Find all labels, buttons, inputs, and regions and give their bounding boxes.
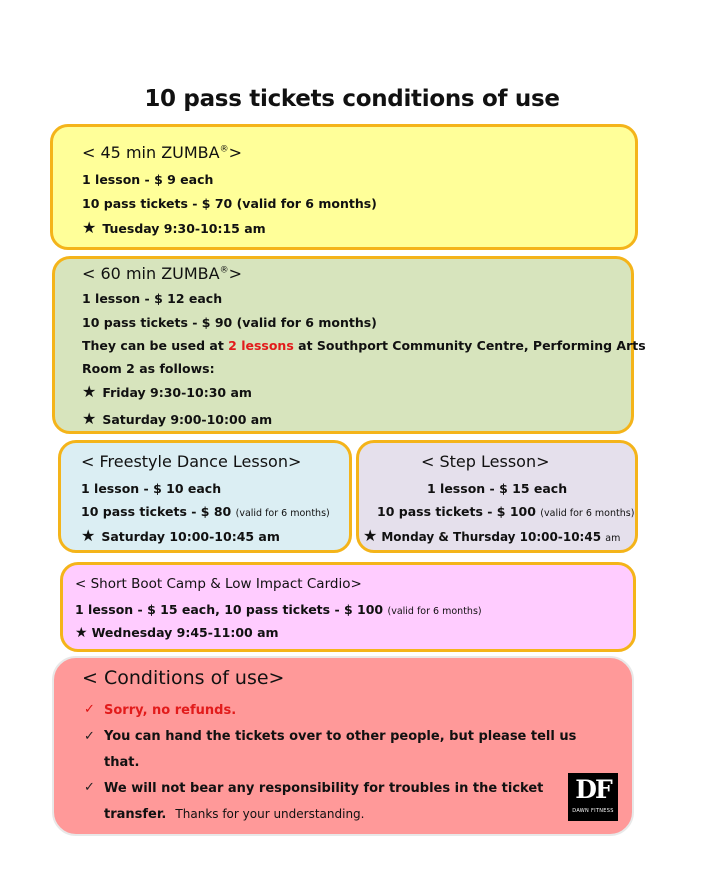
zumba-60-schedule-saturday	[82, 409, 272, 428]
freestyle-single-price: 1 lesson - $ 10 each	[81, 481, 222, 496]
step-single-price: 1 lesson - $ 15 each	[427, 481, 568, 496]
condition-no-refunds: Sorry, no refunds.	[104, 703, 237, 718]
star-icon: ★	[82, 382, 97, 401]
star-icon: ★	[363, 526, 378, 545]
checkmark-icon: ✓	[84, 702, 95, 717]
condition-responsibility-line2	[104, 807, 365, 822]
zumba-45-heading	[82, 143, 242, 162]
bootcamp-schedule-text: Wednesday 9:45-11:00 am	[91, 625, 279, 640]
star-icon: ★	[82, 218, 97, 237]
bootcamp-panel	[60, 562, 636, 652]
bootcamp-prices	[75, 602, 482, 617]
conditions-panel	[52, 656, 634, 836]
step-validity: (valid for 6 months)	[540, 508, 635, 519]
zumba-60-panel	[52, 256, 646, 434]
freestyle-pass-price-text: 10 pass tickets - $ 80	[81, 504, 232, 519]
step-schedule	[363, 526, 620, 545]
registered-mark: ®	[219, 144, 229, 155]
bootcamp-heading: < Short Boot Camp & Low Impact Cardio>	[75, 576, 362, 592]
freestyle-validity: (valid for 6 months)	[235, 508, 330, 519]
zumba-60-usage-note	[82, 338, 646, 353]
bootcamp-prices-text: 1 lesson - $ 15 each, 10 pass tickets - $ 100	[75, 602, 384, 617]
saturday-schedule-text: Saturday 9:00-10:00 am	[102, 412, 273, 427]
logo-text: DAWN FITNESS	[572, 808, 614, 814]
step-schedule-am: am	[605, 533, 621, 544]
logo-mark: DF	[575, 775, 611, 804]
star-icon: ★	[75, 625, 88, 641]
usage-note-post: at Southport Community Centre, Performing Arts	[293, 338, 646, 353]
bootcamp-schedule	[75, 625, 279, 641]
step-schedule-text: Monday & Thursday 10:00-10:45	[381, 530, 602, 544]
zumba-60-single-price: 1 lesson - $ 12 each	[82, 291, 223, 306]
condition-transfer-line2: that.	[104, 755, 140, 770]
condition-transfer-line1: You can hand the tickets over to other people, but please tell us	[104, 729, 577, 744]
registered-mark: ®	[219, 265, 229, 276]
star-icon: ★	[81, 526, 96, 545]
zumba-60-heading	[82, 264, 242, 283]
checkmark-icon: ✓	[84, 780, 95, 795]
step-heading: < Step Lesson>	[421, 452, 550, 471]
step-panel	[356, 440, 638, 553]
usage-note-highlight: 2 lessons	[228, 338, 294, 353]
page-title: 10 pass tickets conditions of use	[144, 86, 560, 112]
zumba-45-schedule-text: Tuesday 9:30-10:15 am	[102, 221, 266, 236]
dawn-fitness-logo	[568, 773, 618, 821]
freestyle-schedule	[81, 526, 280, 545]
usage-note-pre: They can be used at	[82, 338, 229, 353]
star-icon: ★	[82, 409, 97, 428]
zumba-45-single-price: 1 lesson - $ 9 each	[82, 172, 214, 187]
freestyle-schedule-text: Saturday 10:00-10:45 am	[101, 529, 280, 544]
transfer-word: transfer.	[104, 807, 167, 822]
zumba-45-schedule	[82, 218, 266, 237]
zumba-60-pass-price: 10 pass tickets - $ 90 (valid for 6 months)	[82, 315, 377, 330]
zumba-45-heading-end: >	[228, 143, 242, 162]
step-pass-price	[377, 504, 634, 519]
zumba-60-heading-text: < 60 min ZUMBA	[82, 264, 220, 283]
zumba-45-pass-price: 10 pass tickets - $ 70 (valid for 6 months)	[82, 196, 377, 211]
friday-schedule-text: Friday 9:30-10:30 am	[102, 385, 252, 400]
step-pass-price-text: 10 pass tickets - $ 100	[377, 504, 536, 519]
condition-responsibility-line1: We will not bear any responsibility for troubles in the ticket	[104, 781, 544, 796]
freestyle-pass-price	[81, 504, 330, 519]
freestyle-heading: < Freestyle Dance Lesson>	[81, 452, 302, 471]
zumba-60-schedule-friday	[82, 382, 252, 401]
bootcamp-validity: (valid for 6 months)	[387, 606, 482, 617]
conditions-heading: < Conditions of use>	[82, 667, 285, 689]
zumba-60-usage-note-cont: Room 2 as follows:	[82, 361, 215, 376]
freestyle-panel	[58, 440, 352, 553]
thanks-text: Thanks for your understanding.	[175, 807, 365, 821]
checkmark-icon: ✓	[84, 729, 95, 744]
zumba-60-heading-end: >	[228, 264, 242, 283]
zumba-45-panel	[50, 124, 638, 250]
zumba-45-heading-text: < 45 min ZUMBA	[82, 143, 220, 162]
